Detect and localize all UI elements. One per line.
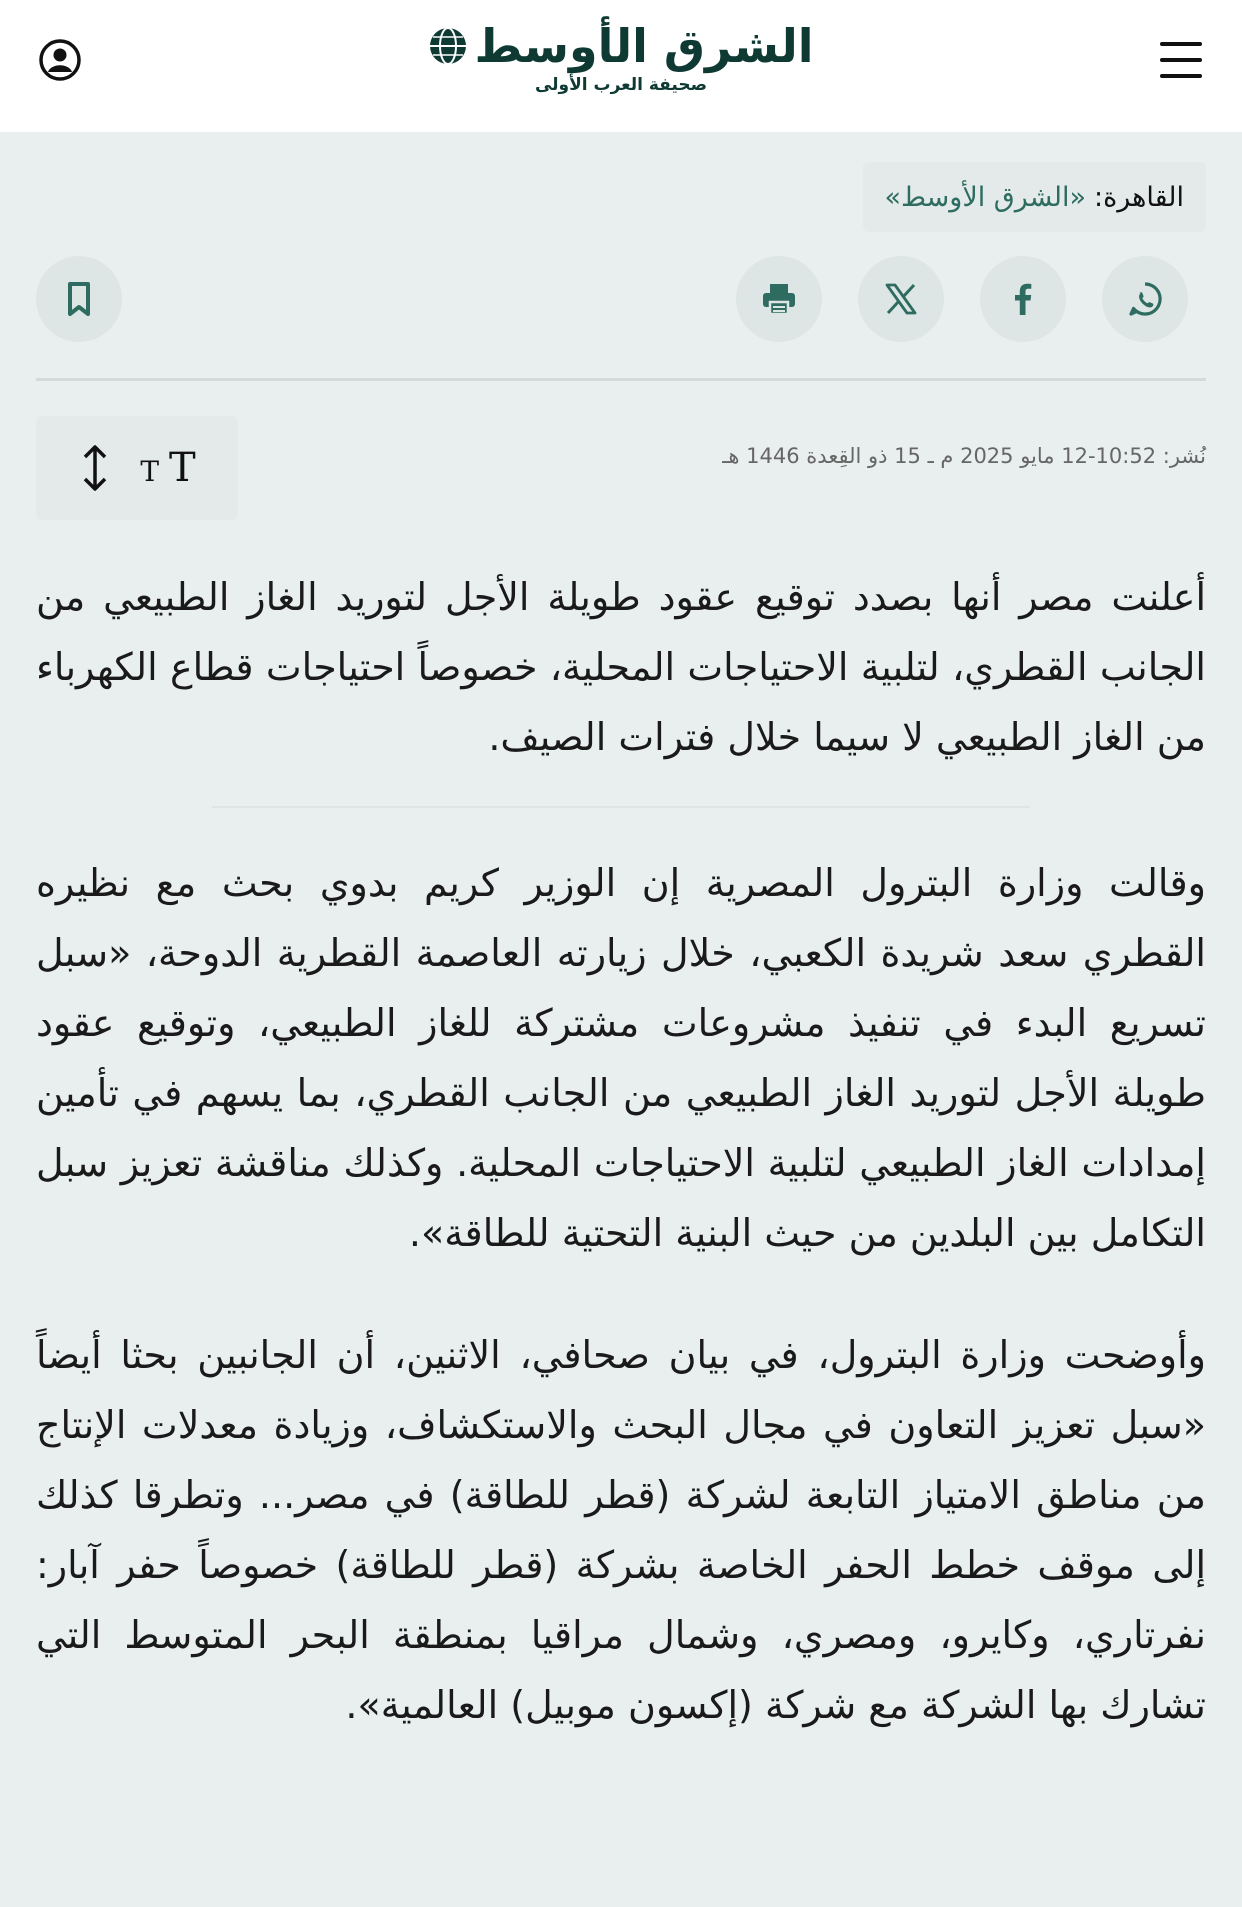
resize-arrows-icon[interactable] bbox=[78, 442, 112, 494]
article-paragraph: وأوضحت وزارة البترول، في بيان صحافي، الاثنين، أن الجانبين بحثا أيضاً «سبل تعزيز التعاون في مجال البحث والاستكشاف، وزيادة معدلات الإنتاج من مناطق الامتياز التابعة لشركة (قطر للطاقة) في مصر... وتطرقا كذلك إلى موقف خطط الحفر الخاصة بشركة (قطر للطاقة) خصوصاً حفر آبار: نفرتاري، وكايرو، ومصري، وشمال مراقيا بمنطقة البحر المتوسط التي تشارك بها الشركة مع شركة (إكسون موبيل) العالمية». bbox=[36, 1333, 1206, 1727]
share-facebook-button[interactable] bbox=[980, 256, 1066, 342]
globe-icon bbox=[428, 26, 468, 66]
dateline-source-link[interactable]: «الشرق الأوسط» bbox=[884, 181, 1086, 213]
section-divider bbox=[36, 378, 1206, 381]
print-button[interactable] bbox=[736, 256, 822, 342]
paragraph-divider bbox=[212, 806, 1030, 808]
site-logo[interactable] bbox=[0, 18, 1242, 96]
article-paragraph: وقالت وزارة البترول المصرية إن الوزير كريم بدوي بحث مع نظيره القطري سعد شريدة الكعبي، خلال زيارته العاصمة القطرية الدوحة، «سبل تسريع البدء في تنفيذ مشروعات مشتركة للغاز الطبيعي، وتوقيع عقود طويلة الأجل لتوريد الغاز الطبيعي من الجانب القطري، بما يسهم في تأمين إمدادات الغاز الطبيعي لتلبية الاحتياجات المحلية. وكذلك مناقشة تعزيز سبل التكامل بين البلدين من حيث البنية التحتية للطاقة». bbox=[36, 861, 1206, 1255]
top-navigation-bar bbox=[0, 0, 1242, 132]
logo-tagline: صحيفة العرب الأولى bbox=[534, 75, 708, 95]
article-body bbox=[36, 562, 1206, 1740]
print-icon bbox=[759, 279, 799, 319]
whatsapp-icon bbox=[1125, 279, 1165, 319]
increase-font-button[interactable]: T bbox=[169, 445, 196, 491]
article-paragraph: أعلنت مصر أنها بصدد توقيع عقود طويلة الأجل لتوريد الغاز الطبيعي من الجانب القطري، لتلبية الاحتياجات المحلية، خصوصاً احتياجات قطاع الكهرباء من الغاز الطبيعي لا سيما خلال فترات الصيف. bbox=[36, 575, 1206, 759]
share-whatsapp-button[interactable] bbox=[1102, 256, 1188, 342]
share-x-button[interactable] bbox=[858, 256, 944, 342]
decrease-font-button[interactable]: T bbox=[140, 455, 159, 488]
article-dateline bbox=[863, 162, 1206, 232]
dateline-city: القاهرة: bbox=[1094, 181, 1184, 213]
logo-text: الشرق الأوسط bbox=[474, 19, 814, 73]
bookmark-button[interactable] bbox=[36, 256, 122, 342]
facebook-icon bbox=[1003, 279, 1043, 319]
x-icon bbox=[883, 281, 919, 317]
bookmark-icon bbox=[62, 280, 96, 318]
font-size-controls bbox=[36, 416, 238, 520]
publish-date: نُشر: 10:52-12 مايو 2025 م ـ 15 ذو القِعدة 1446 هـ bbox=[722, 444, 1206, 468]
user-account-icon[interactable] bbox=[38, 38, 82, 82]
